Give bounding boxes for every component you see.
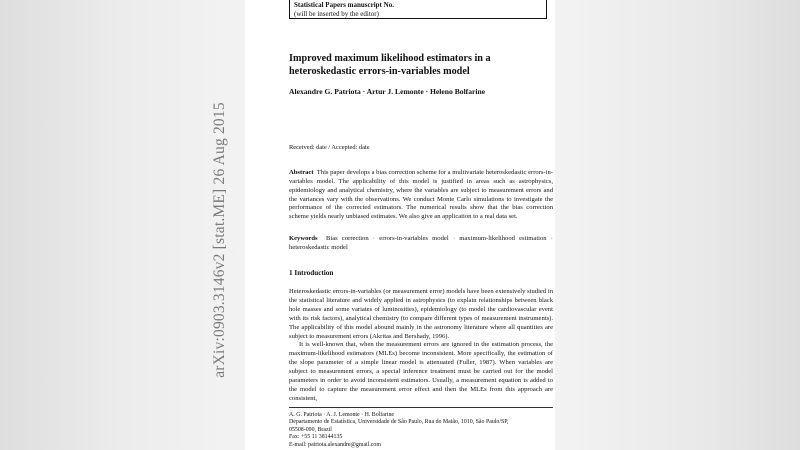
editor-note: (will be inserted by the editor) bbox=[294, 10, 379, 18]
paper-authors: Alexandre G. Patriota · Artur J. Lemonte · Heleno Bolfarine bbox=[289, 87, 486, 96]
blurred-background-right bbox=[555, 0, 800, 450]
arxiv-stamp: arXiv:0903.3146v2 [stat.ME] 26 Aug 2015 bbox=[211, 102, 228, 378]
footnote-email: E-mail: patriota.alexandre@gmail.com bbox=[289, 441, 381, 448]
journal-header-box bbox=[289, 0, 547, 19]
abstract-text: This paper develops a bias correction scheme for a multivariate heteroskedastic errors-in-variables model. The applicability of this model is justified in areas such as astrophysics, epidemiology and analytical chemistry, where the variables are subject to measurement errors and the variances vary with the observations. We conduct Monte Carlo simulations to investigate the performance of the corrected estimators. The numerical results show that the bias correction scheme yields nearly unbiased estimates. We also give an application to a real data set. bbox=[289, 169, 553, 221]
arxiv-stamp-anchor bbox=[211, 0, 257, 378]
paper-title: Improved maximum likelihood estimators in a heteroskedastic errors-in-variables model bbox=[289, 53, 491, 77]
abstract-label: Abstract bbox=[289, 169, 314, 176]
intro-paragraph: It is well-known that, when the measurement errors are ignored in the estimation process, the maximum-likelihood estimators (MLEs) become inconsistent. More specifically, the estimation of the slope parameter of a simple linear model is attenuated (Fuller, 1987). When variables are subject to measurement errors, a special inference treatment must be carried out for the model parameters in order to avoid inconsistent estimators. Usually, a measurement equation is added to the model to capture the measurement error effect and then the MLEs from this approach are consistent, bbox=[289, 341, 553, 402]
keywords bbox=[289, 235, 553, 253]
journal-name: Statistical Papers manuscript No. bbox=[294, 1, 394, 9]
paper-page bbox=[245, 0, 555, 450]
author-footnote bbox=[289, 407, 553, 449]
received-date: Received: date / Accepted: date bbox=[289, 144, 370, 151]
abstract bbox=[289, 169, 553, 222]
blurred-background-left bbox=[0, 0, 245, 450]
footnote-department: Departamento de Estatística, Universidade de São Paulo, Rua do Matão, 1010, São Paulo/SP, bbox=[289, 419, 509, 426]
keywords-text: Bias correction · errors-in-variables model · maximum-likelihood estimation · heteroskedastic model bbox=[289, 235, 554, 251]
section-heading: 1 Introduction bbox=[289, 269, 334, 277]
intro-paragraph: Heteroskedastic errors-in-variables (or measurement error) models have been extensively studied in the statistical literature and widely applied in astrophysics (to explain relationships between black hole masses and some variates of luminosities), epidemiology (to model the cardiovascular event with its risk factors), analytical chemistry (to compare different types of measurement instruments). The applicability of this model abound mainly in the astronomy literature where all quantities are subject to measurement errors (Akritas and Bershady, 1996). bbox=[289, 288, 553, 340]
introduction-body bbox=[289, 288, 553, 404]
footnote-authors: A. G. Patriota · A. J. Lemonte · H. Bolfarine bbox=[289, 412, 395, 418]
footnote-postal: 05508-090, Brazil bbox=[289, 426, 332, 433]
footnote-fax: Fax: +55 11 38144135 bbox=[289, 434, 343, 441]
keywords-label: Keywords bbox=[289, 235, 318, 242]
